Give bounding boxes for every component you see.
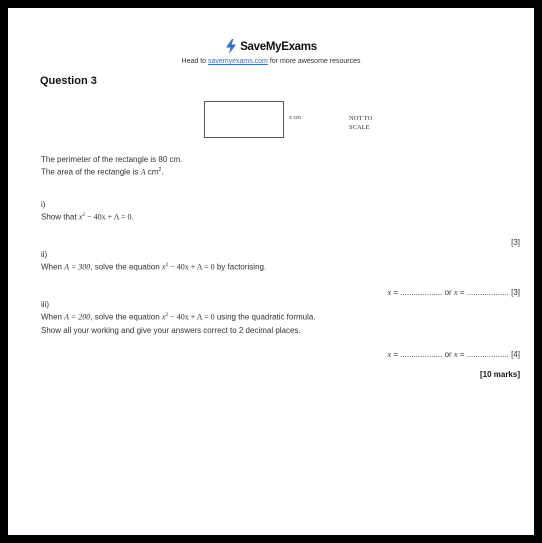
lightning-bolt-icon — [225, 39, 237, 54]
worksheet-page — [8, 8, 534, 535]
part-iii-text: When A = 200, solve the equation $x^2 - 40x + A = 0$ using the quadratic formula. — [41, 312, 316, 322]
logo[interactable] — [8, 39, 534, 59]
part-i-text: Show that $x^2 - 40x + A = 0$. — [41, 212, 134, 222]
rectangle-diagram — [204, 101, 284, 138]
part-iii-label: iii) — [41, 300, 49, 309]
part-ii-text: When A = 300, solve the equation $x^2 - 40x + A = 0$ by factorising. — [41, 262, 267, 272]
part-i-marks: [3] — [511, 238, 520, 247]
part-iii-instruction: Show all your working and give your answers correct to 2 decimal places. — [41, 326, 301, 335]
tagline: Head to savemyexams.com for more awesome resources — [181, 58, 361, 65]
part-ii-answer-line[interactable]: x = ................... or x = ................... [3] — [387, 288, 520, 297]
area-statement: The area of the rectangle is A $cm^2$. — [41, 167, 164, 177]
website-link[interactable]: savemyexams.com — [207, 58, 268, 65]
perimeter-statement: The perimeter of the rectangle is 80 cm. — [41, 155, 183, 164]
rectangle-side-label: x cm — [289, 115, 301, 121]
not-to-scale-note: NOT TO SCALE — [349, 115, 373, 131]
part-iii-marks: [4] — [511, 350, 520, 359]
part-i-label: i) — [41, 200, 46, 209]
brand-name: SaveMyExams — [240, 40, 317, 53]
part-iii-answer-line[interactable]: x = ................... or x = ................... [4] — [387, 350, 520, 359]
total-marks: [10 marks] — [479, 370, 520, 379]
part-ii-label: ii) — [41, 250, 48, 259]
part-ii-marks: [3] — [511, 288, 520, 297]
question-title: Question 3 — [40, 75, 97, 87]
